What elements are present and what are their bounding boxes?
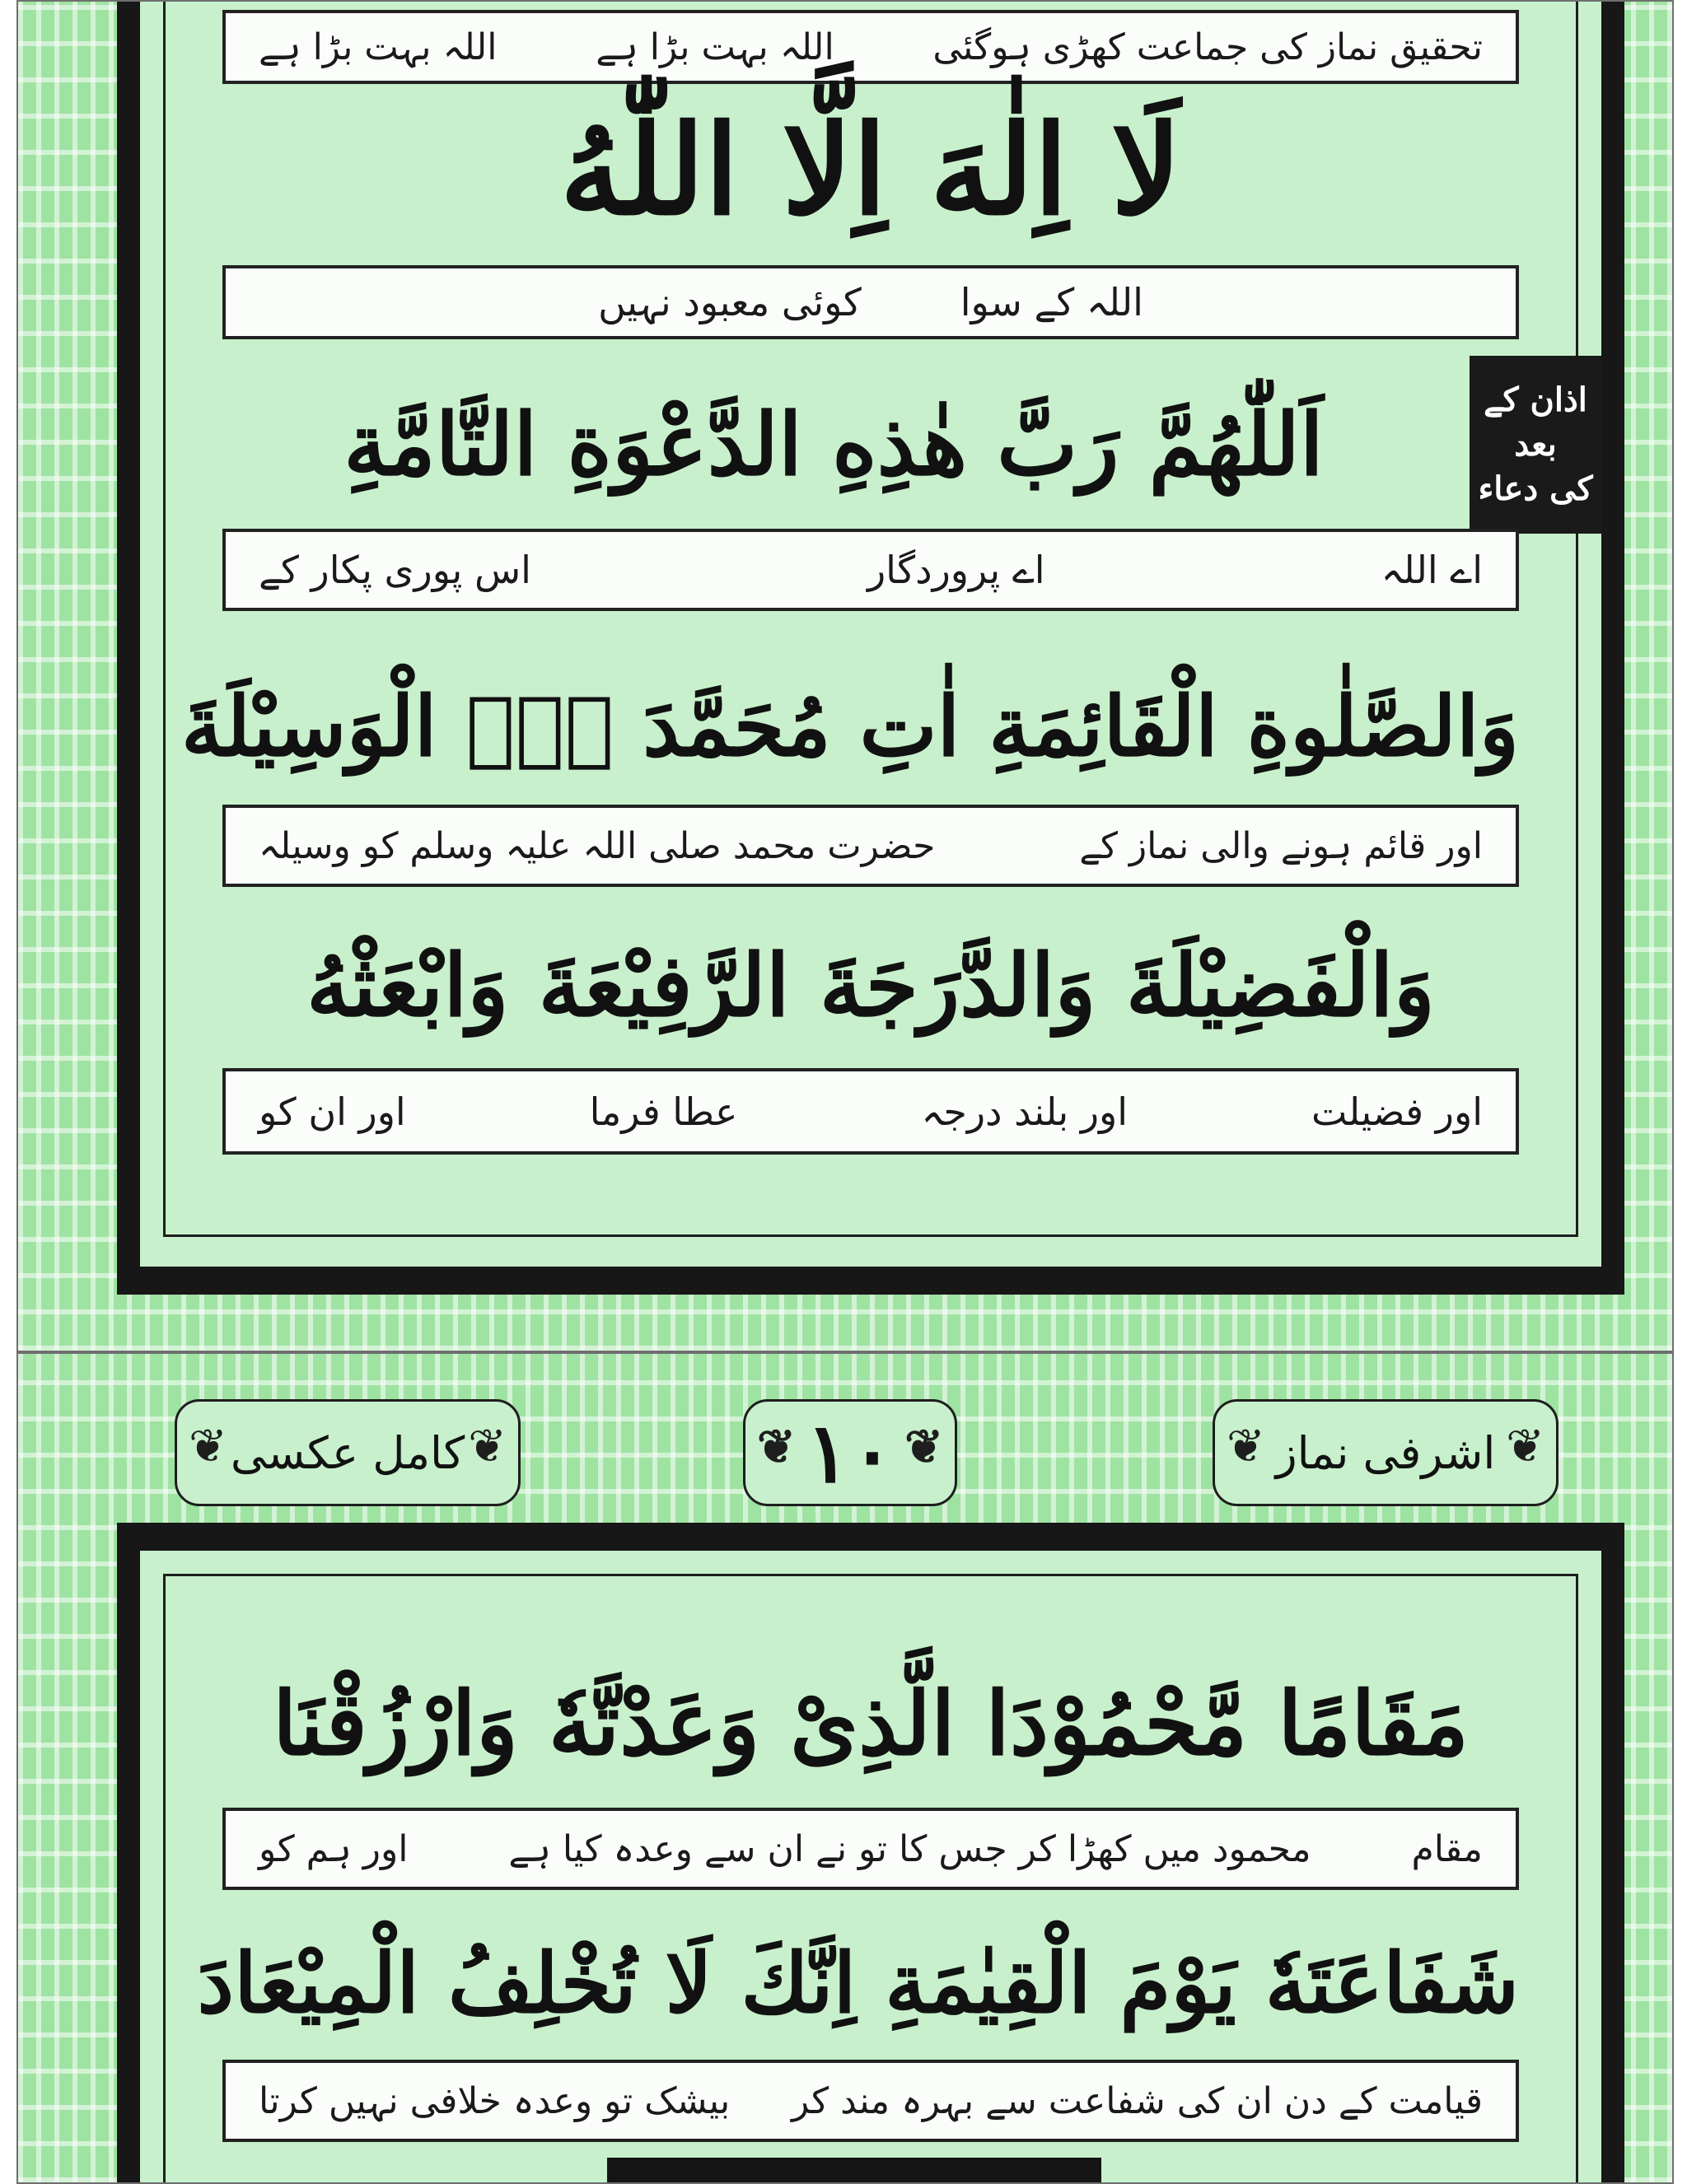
- page-inner-panel: [140, 1551, 1601, 2184]
- dua-after-adhan-label: [1470, 356, 1601, 534]
- takbir-translation-box: [222, 10, 1519, 84]
- dua-translation-box-5: [222, 2060, 1519, 2142]
- page-frame: [117, 0, 1624, 1295]
- page-number: ١٠: [806, 1404, 895, 1501]
- scroll-ornament-icon: ❦: [904, 1420, 943, 1474]
- scroll-ornament-icon: ❦: [189, 1420, 227, 1473]
- dua-arabic-line-5: شَفَاعَتَهٗ يَوْمَ الْقِيٰمَةِ اِنَّكَ لَا تُخْلِفُ الْمِيْعَادَ: [197, 1934, 1519, 2032]
- dua-label-line: اذان کے بعد: [1484, 380, 1587, 464]
- page-frame: [117, 1523, 1624, 2184]
- dua-arabic-line-1: اَللّٰهُمَّ رَبَّ هٰذِهِ الدَّعْوَةِ التَّامَّةِ: [343, 394, 1324, 495]
- translation-phrase: اللہ بہت بڑا ہے: [596, 26, 834, 68]
- translation-phrase: حضرت محمد صلی اللہ علیہ وسلم کو وسیلہ: [259, 824, 936, 867]
- translation-phrase: تحقیق نماز کی جماعت کھڑی ہوگئی: [932, 26, 1483, 68]
- scroll-ornament-icon: ❦: [757, 1420, 796, 1474]
- translation-phrase: اے اللہ: [1381, 548, 1483, 592]
- dua-translation-box-1: [222, 529, 1519, 611]
- translation-phrase: اور فضیلت: [1311, 1089, 1483, 1134]
- scroll-ornament-icon: ❦: [1227, 1420, 1265, 1473]
- header-cartouche-right: [1213, 1399, 1558, 1506]
- translation-phrase: اور قائم ہونے والی نماز کے: [1079, 824, 1483, 867]
- header-cartouche-left: [175, 1399, 521, 1506]
- scroll-ornament-icon: ❦: [468, 1420, 507, 1473]
- book-page-bottom: [16, 1352, 1674, 2184]
- tahlil-arabic-line: لَا اِلٰهَ اِلَّا اللّٰهُ: [559, 98, 1182, 243]
- tahlil-translation-box: [222, 265, 1519, 339]
- translation-phrase: کوئی معبود نہیں: [598, 280, 862, 324]
- dua-arabic-line-4: مَقَامًا مَّحْمُوْدَا الَّذِىْ وَعَدْتَّهٗ وَارْزُقْنَا: [272, 1672, 1469, 1775]
- header-book-title: اشرفی نماز: [1275, 1426, 1496, 1479]
- page-inner-panel: [140, 0, 1601, 1267]
- page-header: [18, 1399, 1672, 1506]
- translation-phrase: اے پروردگار: [867, 548, 1045, 592]
- dua-arabic-line-3: وَالْفَضِيْلَةَ وَالدَّرَجَةَ الرَّفِيْعَةَ وَابْعَثْهُ: [306, 935, 1435, 1036]
- translation-phrase: عطا فرما: [589, 1089, 738, 1134]
- translation-phrase: قیامت کے دن ان کی شفاعت سے بہرہ مند کر: [791, 2079, 1483, 2122]
- translation-phrase: بیشک تو وعدہ خلافی نہیں کرتا: [259, 2079, 731, 2122]
- translation-phrase: اور ان کو: [259, 1089, 406, 1134]
- translation-phrase: مقام: [1411, 1827, 1483, 1870]
- dua-arabic-line-2: وَالصَّلٰوةِ الْقَائِمَةِ اٰتِ مُحَمَّدَ اِۨ الْوَسِيْلَةَ: [180, 678, 1519, 775]
- translation-phrase: اللہ کے سوا: [960, 280, 1143, 324]
- scroll-ornament-icon: ❦: [1506, 1420, 1544, 1473]
- dua-translation-box-4: [222, 1808, 1519, 1890]
- next-label-fragment: [607, 2158, 1101, 2184]
- translation-phrase: اس پوری پکار کے: [259, 548, 531, 592]
- header-book-edition: کامل عکسی: [230, 1426, 465, 1479]
- dua-translation-box-3: [222, 1068, 1519, 1155]
- book-page-top: [16, 0, 1674, 1352]
- dua-translation-box-2: [222, 805, 1519, 887]
- translation-phrase: اور ہم کو: [259, 1827, 409, 1870]
- header-cartouche-center: [743, 1399, 957, 1506]
- translation-phrase: اللہ بہت بڑا ہے: [259, 26, 498, 68]
- translation-phrase: محمود میں کھڑا کر جس کا تو نے ان سے وعدہ کیا ہے: [508, 1827, 1311, 1870]
- dua-label-line: کی دعاء: [1478, 469, 1593, 508]
- translation-phrase: اور بلند درجہ: [921, 1089, 1129, 1134]
